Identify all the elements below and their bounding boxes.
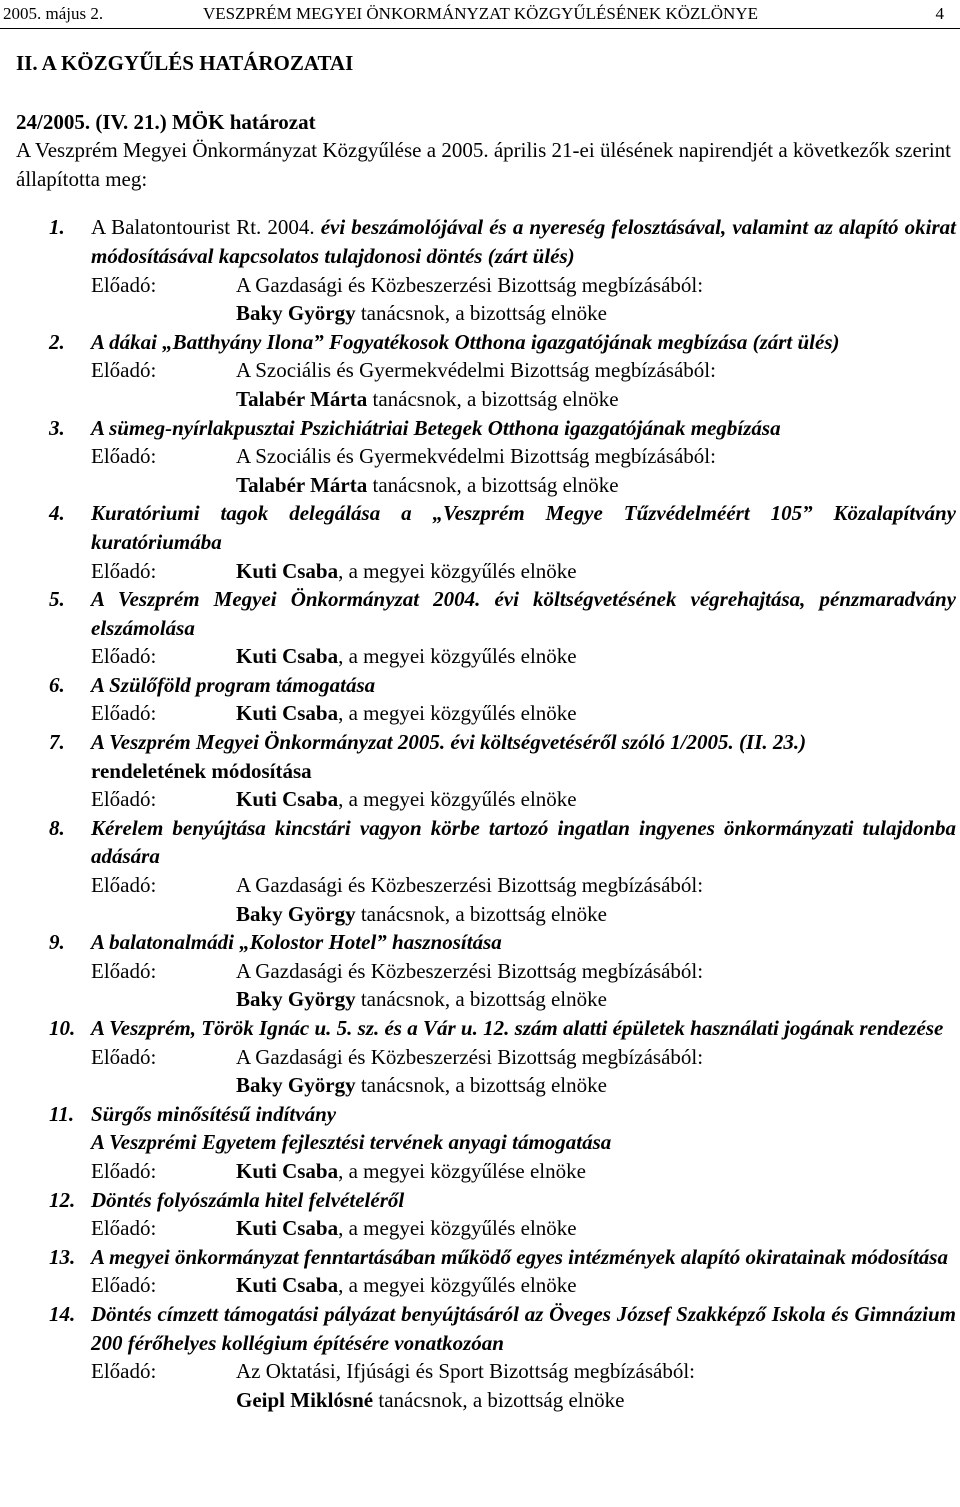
- document-body: [16, 49, 956, 1414]
- presenter-committee: A Gazdasági és Közbeszerzési Bizottság megbízásából:: [236, 958, 704, 983]
- header-date: 2005. május 2.: [3, 4, 104, 23]
- agenda-item-presenter: [91, 442, 956, 499]
- agenda-item-title-text: évi beszámolójával és a nyereség felosztásával, valamint az alapító okirat módosításával kapcsolatos tulajdonosi döntés (zárt ülés): [91, 215, 956, 268]
- resolution-title: 24/2005. (IV. 21.) MÖK határozat: [16, 109, 316, 134]
- presenter-person: [236, 1071, 956, 1100]
- agenda-item: [16, 928, 956, 1014]
- presenter-committee: A Gazdasági és Közbeszerzési Bizottság megbízásából:: [236, 873, 704, 898]
- agenda-item-title: A Szülőföld program támogatása: [91, 672, 376, 697]
- agenda-item-number: 9.: [49, 930, 65, 955]
- agenda-item-subtitle: A Veszprémi Egyetem fejlesztési tervének anyagi támogatása: [91, 1130, 612, 1155]
- presenter-label: Előadó:: [91, 558, 157, 583]
- presenter-label: Előadó:: [91, 272, 157, 297]
- agenda-item-number: 2.: [49, 329, 65, 354]
- agenda-item-number: 12.: [49, 1187, 76, 1212]
- presenter-person: [236, 642, 956, 671]
- agenda-item-title: [91, 213, 956, 270]
- agenda-item: [16, 814, 956, 928]
- presenter-person: [236, 1157, 956, 1186]
- presenter-label: Előadó:: [91, 873, 157, 898]
- agenda-item-presenter: [91, 1357, 956, 1414]
- presenter-role: tanácsnok, a bizottság elnöke: [355, 301, 607, 326]
- presenter-role: tanácsnok, a bizottság elnöke: [367, 472, 619, 497]
- presenter-label: Előadó:: [91, 1158, 157, 1183]
- presenter-role: tanácsnok, a bizottság elnöke: [355, 1073, 607, 1098]
- agenda-item: [16, 585, 956, 671]
- agenda-item-title: A Veszprém, Török Ignác u. 5. sz. és a Vár u. 12. szám alatti épületek használati jogának rendezése: [91, 1016, 944, 1040]
- presenter-role: , a megyei közgyűlés elnöke: [338, 787, 577, 812]
- agenda-item-title: Döntés címzett támogatási pályázat benyújtásáról az Öveges József Szakképző Iskola és Gimnázium 200 férőhelyes kollégium építésére vonatkozóan: [91, 1301, 956, 1355]
- presenter-committee: A Gazdasági és Közbeszerzési Bizottság megbízásából:: [236, 272, 704, 297]
- agenda-item: [16, 1014, 956, 1100]
- agenda-item-number: 8.: [49, 815, 65, 840]
- agenda-item-number: 13.: [49, 1244, 76, 1269]
- presenter-committee: A Szociális és Gyermekvédelmi Bizottság megbízásából:: [236, 444, 716, 469]
- agenda-item-title: Sürgős minősítésű indítvány: [91, 1101, 337, 1126]
- agenda-item-number: 11.: [49, 1101, 75, 1126]
- agenda-item-presenter: [91, 1043, 956, 1100]
- agenda-item: [16, 671, 956, 728]
- presenter-role: , a megyei közgyűlés elnöke: [338, 644, 577, 669]
- agenda-item: [16, 414, 956, 500]
- presenter-person: [236, 1214, 956, 1243]
- presenter-role: , a megyei közgyűlés elnöke: [338, 1216, 577, 1241]
- agenda-item-title-lead: A Balatontourist Rt. 2004.: [91, 215, 321, 240]
- presenter-label: Előadó:: [91, 1216, 157, 1241]
- agenda-list: [16, 213, 956, 1414]
- presenter-role: tanácsnok, a bizottság elnöke: [367, 386, 619, 411]
- presenter-person: [236, 557, 956, 586]
- intro-paragraph: A Veszprém Megyei Önkormányzat Közgyűlése a 2005. április 21-ei ülésének napirendjét a következők szerint állapította meg:: [16, 138, 951, 191]
- agenda-item-presenter: [91, 957, 956, 1014]
- presenter-label: Előadó:: [91, 1359, 157, 1384]
- agenda-item-title: A dákai „Batthyány Ilona” Fogyatékosok Otthona igazgatójának megbízása (zárt ülés): [91, 329, 840, 354]
- agenda-item-title: Kérelem benyújtása kincstári vagyon körbe tartozó ingatlan ingyenes önkormányzati tulajdonba adására: [91, 815, 956, 869]
- presenter-role: tanácsnok, a bizottság elnöke: [355, 901, 607, 926]
- agenda-item-title: Kuratóriumi tagok delegálása a „Veszprém Megye Tűzvédelméért 105” Közalapítvány kuratóriumába: [91, 501, 956, 554]
- header-rule: [0, 28, 960, 29]
- header-page-number: 4: [935, 4, 944, 23]
- presenter-role: , a megyei közgyűlés elnöke: [338, 558, 577, 583]
- agenda-item-presenter: [91, 785, 956, 814]
- agenda-item-presenter: [91, 356, 956, 413]
- agenda-item-number: 4.: [49, 501, 65, 526]
- presenter-role: , a megyei közgyűlés elnöke: [338, 701, 577, 726]
- presenter-name: Baky György: [236, 901, 356, 926]
- agenda-item: [16, 328, 956, 414]
- agenda-item: [16, 213, 956, 327]
- agenda-item-presenter: [91, 1214, 956, 1243]
- presenter-name: Kuti Csaba: [236, 558, 339, 583]
- presenter-name: Baky György: [236, 301, 356, 326]
- presenter-label: Előadó:: [91, 1273, 157, 1298]
- presenter-name: Talabér Márta: [236, 472, 368, 497]
- agenda-item-number: 7.: [49, 730, 65, 755]
- agenda-item-presenter: [91, 1271, 956, 1300]
- presenter-label: Előadó:: [91, 1044, 157, 1069]
- agenda-item: [16, 1100, 956, 1186]
- presenter-role: , a megyei közgyűlés elnöke: [338, 1273, 577, 1298]
- presenter-person: [236, 299, 956, 328]
- agenda-item-number: 14.: [49, 1301, 76, 1326]
- agenda-item-number: 1.: [49, 215, 65, 240]
- presenter-label: Előadó:: [91, 358, 157, 383]
- agenda-item-title: Döntés folyószámla hitel felvételéről: [91, 1187, 405, 1212]
- presenter-label: Előadó:: [91, 444, 157, 469]
- agenda-item-presenter: [91, 557, 956, 586]
- presenter-person: [236, 785, 956, 814]
- presenter-role: tanácsnok, a bizottság elnöke: [373, 1387, 625, 1412]
- agenda-item-number: 10.: [49, 1016, 76, 1040]
- presenter-person: [236, 985, 956, 1014]
- agenda-item-title: A Veszprém Megyei Önkormányzat 2005. évi költségvetéséről szóló 1/2005. (II. 23.): [91, 730, 807, 755]
- presenter-person: [236, 699, 956, 728]
- agenda-item-number: 6.: [49, 672, 65, 697]
- agenda-item-title-cont: rendeletének módosítása: [91, 758, 312, 783]
- presenter-name: Kuti Csaba: [236, 644, 339, 669]
- presenter-label: Előadó:: [91, 958, 157, 983]
- agenda-item-presenter: [91, 699, 956, 728]
- presenter-name: Kuti Csaba: [236, 1158, 339, 1183]
- agenda-item-title: A balatonalmádi „Kolostor Hotel” hasznosítása: [91, 930, 502, 955]
- agenda-item-number: 3.: [49, 415, 65, 440]
- presenter-committee: A Szociális és Gyermekvédelmi Bizottság megbízásából:: [236, 358, 716, 383]
- agenda-item-number: 5.: [49, 587, 65, 612]
- presenter-person: [236, 471, 956, 500]
- presenter-role: tanácsnok, a bizottság elnöke: [355, 987, 607, 1012]
- agenda-item-presenter: [91, 642, 956, 671]
- presenter-person: [236, 900, 956, 929]
- presenter-label: Előadó:: [91, 644, 157, 669]
- running-header: [0, 3, 960, 29]
- presenter-name: Talabér Márta: [236, 386, 368, 411]
- presenter-name: Kuti Csaba: [236, 701, 339, 726]
- agenda-item-presenter: [91, 271, 956, 328]
- presenter-label: Előadó:: [91, 787, 157, 812]
- agenda-item: [16, 499, 956, 585]
- agenda-item-presenter: [91, 1157, 956, 1186]
- presenter-name: Kuti Csaba: [236, 787, 339, 812]
- presenter-name: Kuti Csaba: [236, 1273, 339, 1298]
- presenter-name: Kuti Csaba: [236, 1216, 339, 1241]
- presenter-committee: Az Oktatási, Ifjúsági és Sport Bizottság megbízásából:: [236, 1359, 695, 1384]
- header-title: VESZPRÉM MEGYEI ÖNKORMÁNYZAT KÖZGYŰLÉSÉNEK KÖZLÖNYE: [203, 4, 758, 23]
- agenda-item: [16, 1186, 956, 1243]
- agenda-item: [16, 1243, 956, 1300]
- section-title: II. A KÖZGYŰLÉS HATÁROZATAI: [16, 51, 354, 75]
- agenda-item: [16, 728, 956, 814]
- presenter-person: [236, 385, 956, 414]
- presenter-person: [236, 1386, 956, 1415]
- agenda-item-presenter: [91, 871, 956, 928]
- presenter-label: Előadó:: [91, 701, 157, 726]
- agenda-item-title: A sümeg-nyírlakpusztai Pszichiátriai Betegek Otthona igazgatójának megbízása: [91, 415, 781, 440]
- presenter-person: [236, 1271, 956, 1300]
- presenter-name: Baky György: [236, 1073, 356, 1098]
- agenda-item-title: A Veszprém Megyei Önkormányzat 2004. évi költségvetésének végrehajtása, pénzmaradvány elszámolása: [91, 587, 956, 640]
- agenda-item: [16, 1300, 956, 1414]
- presenter-role: , a megyei közgyűlése elnöke: [338, 1158, 586, 1183]
- presenter-committee: A Gazdasági és Közbeszerzési Bizottság megbízásából:: [236, 1044, 704, 1069]
- agenda-item-title: A megyei önkormányzat fenntartásában működő egyes intézmények alapító okiratainak módosítása: [91, 1244, 948, 1269]
- presenter-name: Geipl Miklósné: [236, 1387, 374, 1412]
- presenter-name: Baky György: [236, 987, 356, 1012]
